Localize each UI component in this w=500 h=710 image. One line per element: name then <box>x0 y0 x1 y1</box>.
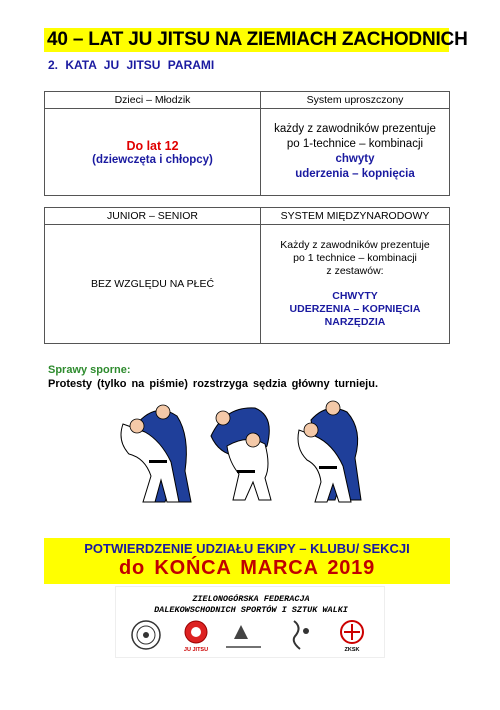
technique-item: UDERZENIA – KOPNIĘCIA <box>289 303 421 315</box>
age-limit: Do lat 12 <box>126 138 179 153</box>
throw-illustration-2 <box>211 408 271 500</box>
zksk-logo-caption: ZKSK <box>344 647 360 653</box>
column-header-system: SYSTEM MIĘDZYNARODOWY <box>261 208 450 225</box>
throw-illustration-3 <box>298 401 361 502</box>
technique-item: CHWYTY <box>332 290 378 302</box>
column-header-category: Dzieci – Młodzik <box>45 92 261 109</box>
confirmation-banner <box>44 538 450 584</box>
federation-name-line1: ZIELONOGÓRSKA FEDERACJA <box>192 594 310 604</box>
gender-note: (dziewczęta i chłopcy) <box>92 153 213 166</box>
column-header-category: JUNIOR – SENIOR <box>45 208 261 225</box>
throw-illustration-1 <box>121 405 191 502</box>
federation-footer <box>115 586 385 658</box>
jujitsu-logo-caption: JU JITSU <box>183 647 209 653</box>
technique-item: NARZĘDZIA <box>324 316 386 328</box>
deadline-text: do KOŃCA MARCA 2019 <box>118 557 376 579</box>
column-header-system: System uproszczony <box>261 92 450 109</box>
zksk-logo-icon <box>341 621 363 643</box>
federation-name-line2: DALEKOWSCHODNICH SPORTÓW I SZTUK WALKI <box>154 605 348 615</box>
system-description-cell <box>261 109 450 196</box>
section-subtitle: 2. KATA JU JITSU PARAMI <box>48 58 215 72</box>
jujitsu-logo-icon <box>185 621 207 643</box>
description-line: każdy z zawodników prezentuje <box>274 123 436 135</box>
jujitsu-throws-illustration <box>115 396 385 508</box>
calligraphy-logo-icon <box>294 621 309 649</box>
disputes-heading: Sprawy sporne: <box>48 364 131 376</box>
system-description-cell <box>261 225 450 344</box>
description-line: Każdy z zawodników prezentuje <box>280 239 430 251</box>
description-line: po 1-technice – kombinacji <box>286 138 424 150</box>
technique-item: chwyty <box>335 153 375 165</box>
description-line: z zestawów: <box>326 265 384 277</box>
age-group-cell <box>45 109 261 196</box>
technique-item: uderzenia – kopnięcia <box>295 168 415 180</box>
gender-cell: BEZ WZGLĘDU NA PŁEĆ <box>45 225 261 344</box>
page-title: 40 – LAT JU JITSU NA ZIEMIACH ZACHODNICH <box>44 28 449 52</box>
fighter-logo-icon <box>226 625 261 647</box>
category-table-kids <box>44 91 450 196</box>
disputes-text: Protesty (tylko na piśmie) rozstrzyga sędzia główny turnieju. <box>48 378 379 390</box>
dragon-logo-icon <box>132 621 160 649</box>
category-table-adults <box>44 207 450 344</box>
description-line: po 1 technice – kombinacji <box>293 252 417 264</box>
confirmation-text: POTWIERDZENIE UDZIAŁU EKIPY – KLUBU/ SEKCJI <box>84 541 410 556</box>
